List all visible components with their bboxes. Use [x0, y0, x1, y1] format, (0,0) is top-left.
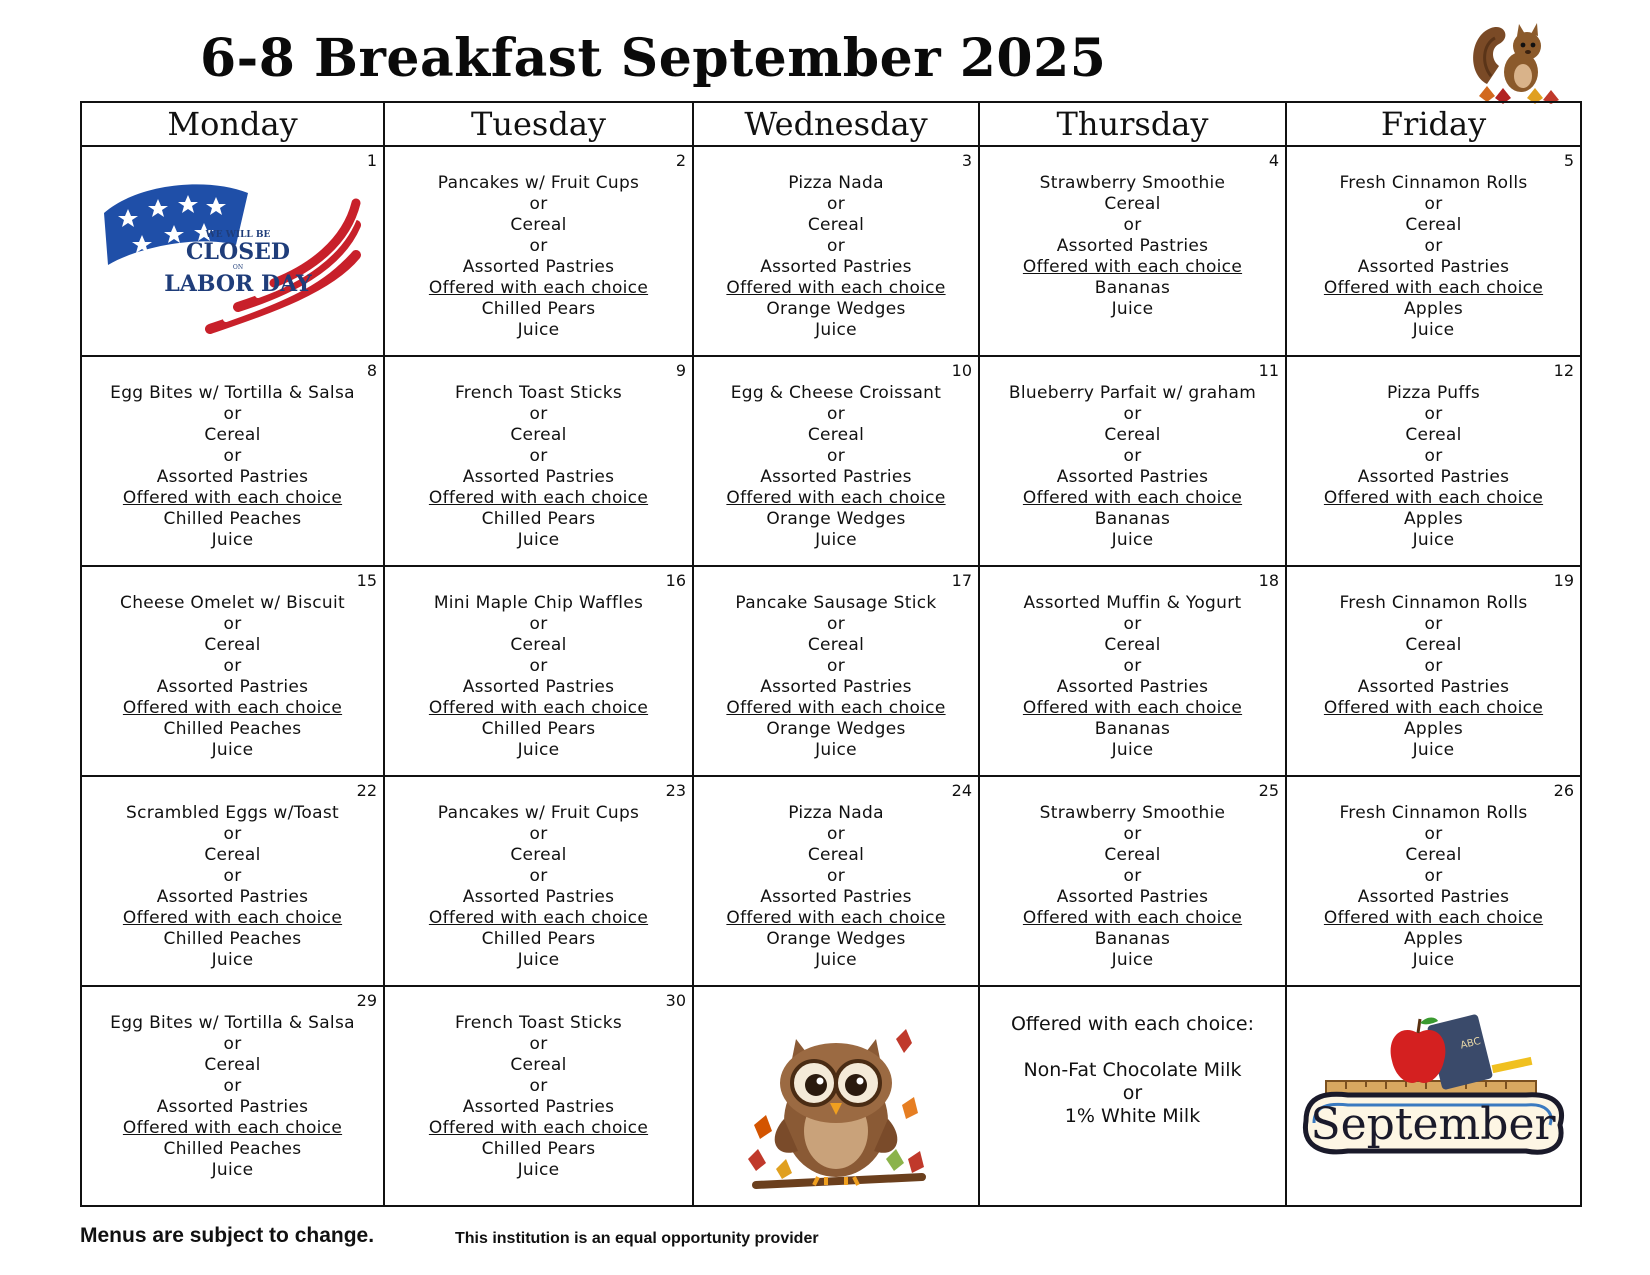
menu-item: Chilled Pears	[481, 719, 596, 739]
menu-or-separator: or	[529, 866, 548, 886]
day-cell	[979, 356, 1286, 566]
menu-item: Juice	[517, 1160, 560, 1180]
menu-or-separator: or	[1424, 194, 1443, 214]
menu-or-separator: or	[1123, 656, 1142, 676]
menu-or-separator: or	[223, 614, 242, 634]
day-number: 3	[961, 151, 972, 170]
menu-item: Assorted Pastries	[156, 887, 309, 907]
menu-item: Cereal	[807, 215, 865, 235]
day-number: 10	[951, 361, 972, 380]
offered-with-each-choice-label: Offered with each choice	[1022, 698, 1243, 718]
menu-item: Assorted Pastries	[156, 677, 309, 697]
day-cell	[1286, 356, 1581, 566]
week-row	[81, 566, 1581, 776]
menu-item: Pancakes w/ Fruit Cups	[437, 803, 640, 823]
menu-item: Juice	[211, 530, 254, 550]
menu-item: Juice	[1412, 320, 1455, 340]
menu-item: Juice	[1111, 299, 1154, 319]
menu-item: Assorted Pastries	[462, 257, 615, 277]
menu-item: Chilled Peaches	[163, 1139, 302, 1159]
menu-or-separator: or	[223, 404, 242, 424]
menu-item: Apples	[1403, 299, 1464, 319]
day-cell	[1286, 566, 1581, 776]
menu-item: Chilled Pears	[481, 929, 596, 949]
day-cell	[384, 986, 693, 1206]
menu-list	[1287, 147, 1580, 341]
offered-with-each-choice-label: Offered with each choice	[122, 908, 343, 928]
milk-option: 1% White Milk	[1064, 1105, 1201, 1127]
menu-item: Assorted Pastries	[1056, 887, 1209, 907]
menu-list	[1287, 357, 1580, 551]
offered-with-each-choice-label: Offered with each choice	[122, 488, 343, 508]
offered-with-each-choice-label: Offered with each choice	[428, 908, 649, 928]
menu-item: Bananas	[1094, 509, 1171, 529]
menu-item: Chilled Peaches	[163, 929, 302, 949]
menu-item: Juice	[1111, 950, 1154, 970]
day-cell	[693, 776, 979, 986]
menu-item: Cereal	[510, 215, 567, 235]
day-number: 23	[665, 781, 686, 800]
menu-or-separator: or	[827, 824, 845, 844]
offered-with-each-choice-label: Offered with each choice	[1323, 488, 1544, 508]
day-cell	[979, 146, 1286, 356]
menu-or-separator: or	[529, 1076, 548, 1096]
menu-item: Cereal	[1405, 215, 1462, 235]
milk-note-heading: Offered with each choice:	[1010, 1013, 1255, 1035]
menu-disclaimer: Menus are subject to change.	[80, 1224, 375, 1247]
day-cell	[81, 986, 384, 1206]
day-cell	[384, 356, 693, 566]
menu-list	[1287, 567, 1580, 761]
menu-or-separator: or	[223, 446, 242, 466]
menu-item: Juice	[517, 950, 560, 970]
menu-or-separator: or	[529, 824, 548, 844]
menu-item: Cereal	[807, 845, 865, 865]
menu-item: Apples	[1403, 929, 1464, 949]
labor-day-text-line: WE WILL BE	[205, 230, 270, 240]
menu-item: Cereal	[204, 845, 261, 865]
menu-or-separator: or	[1424, 824, 1443, 844]
day-number: 26	[1553, 781, 1574, 800]
menu-list	[82, 777, 383, 971]
menu-item: Cereal	[204, 425, 261, 445]
menu-or-separator: or	[529, 236, 548, 256]
weekday-header: Friday	[1286, 102, 1581, 146]
offered-with-each-choice-label: Offered with each choice	[1022, 488, 1243, 508]
september-banner-text: September	[1309, 1099, 1556, 1150]
day-number: 12	[1553, 361, 1574, 380]
day-number: 30	[665, 991, 686, 1010]
offered-with-each-choice-label: Offered with each choice	[428, 698, 649, 718]
weekday-header: Thursday	[979, 102, 1286, 146]
menu-item: Assorted Pastries	[156, 467, 309, 487]
offered-with-each-choice-label: Offered with each choice	[726, 698, 946, 718]
menu-item: Cereal	[510, 1055, 567, 1075]
menu-item: Cereal	[1405, 845, 1462, 865]
menu-or-separator: or	[529, 1034, 548, 1054]
week-row	[81, 776, 1581, 986]
menu-item: Fresh Cinnamon Rolls	[1339, 173, 1528, 193]
menu-item: Chilled Pears	[481, 299, 596, 319]
menu-item: Cereal	[510, 635, 567, 655]
menu-item: Bananas	[1094, 929, 1171, 949]
menu-item: Fresh Cinnamon Rolls	[1339, 593, 1528, 613]
menu-item: Assorted Pastries	[462, 467, 615, 487]
menu-item: Assorted Pastries	[760, 677, 912, 697]
menu-item: French Toast Sticks	[454, 1013, 623, 1033]
milk-option: Non-Fat Chocolate Milk	[1023, 1059, 1242, 1081]
menu-item: Orange Wedges	[766, 299, 906, 319]
day-cell	[693, 356, 979, 566]
day-number: 29	[356, 991, 377, 1010]
menu-item: Orange Wedges	[766, 929, 906, 949]
menu-or-separator: or	[827, 236, 845, 256]
day-number: 11	[1258, 361, 1279, 380]
menu-item: Cereal	[1405, 635, 1462, 655]
squirrel-icon	[1465, 14, 1565, 104]
menu-or-separator: or	[1123, 614, 1142, 634]
day-number: 4	[1268, 151, 1279, 170]
day-number: 9	[675, 361, 686, 380]
owl-icon	[736, 1009, 936, 1201]
menu-or-separator: or	[529, 614, 548, 634]
menu-item: French Toast Sticks	[454, 383, 623, 403]
american-flag-icon	[98, 169, 368, 339]
menu-item: Cereal	[204, 1055, 261, 1075]
day-cell	[384, 146, 693, 356]
menu-or-separator: or	[1122, 1082, 1143, 1104]
menu-calendar	[80, 101, 1582, 1207]
menu-item: Assorted Pastries	[1056, 677, 1209, 697]
menu-item: Assorted Pastries	[760, 887, 912, 907]
menu-list	[385, 777, 692, 971]
day-cell	[384, 776, 693, 986]
day-number: 18	[1258, 571, 1279, 590]
weekday-header-row	[81, 102, 1581, 146]
menu-list	[82, 357, 383, 551]
menu-list	[694, 567, 978, 761]
day-cell	[979, 776, 1286, 986]
menu-item: Cereal	[1405, 425, 1462, 445]
menu-or-separator: or	[1424, 656, 1443, 676]
offered-with-each-choice-label: Offered with each choice	[428, 488, 649, 508]
day-number: 1	[366, 151, 377, 170]
day-cell	[81, 146, 384, 356]
menu-item: Cereal	[1104, 845, 1161, 865]
day-number: 8	[366, 361, 377, 380]
equal-opportunity-statement: This institution is an equal opportunity provider	[455, 1230, 819, 1247]
menu-or-separator: or	[1123, 866, 1142, 886]
menu-item: Assorted Muffin & Yogurt	[1023, 593, 1242, 613]
menu-item: Assorted Pastries	[462, 887, 615, 907]
september-banner-icon	[1296, 1009, 1572, 1161]
menu-item: Juice	[1412, 950, 1455, 970]
menu-item: Juice	[1412, 530, 1455, 550]
menu-or-separator: or	[529, 194, 548, 214]
day-number: 24	[951, 781, 972, 800]
week-row	[81, 986, 1581, 1206]
labor-day-title-text: LABOR DAY	[163, 271, 312, 297]
day-number: 15	[356, 571, 377, 590]
menu-or-separator: or	[827, 656, 845, 676]
menu-item: Cereal	[510, 845, 567, 865]
menu-or-separator: or	[827, 404, 845, 424]
day-cell	[1286, 986, 1581, 1206]
offered-with-each-choice-label: Offered with each choice	[122, 1118, 343, 1138]
menu-item: Juice	[211, 950, 254, 970]
day-number: 5	[1563, 151, 1574, 170]
menu-item: Bananas	[1094, 719, 1171, 739]
day-number: 2	[675, 151, 686, 170]
labor-day-closed-text: CLOSED	[185, 239, 290, 265]
menu-list	[385, 987, 692, 1181]
day-cell	[1286, 776, 1581, 986]
offered-with-each-choice-label: Offered with each choice	[726, 488, 946, 508]
offered-with-each-choice-label: Offered with each choice	[428, 278, 649, 298]
menu-list	[385, 147, 692, 341]
menu-item: Juice	[211, 740, 254, 760]
menu-or-separator: or	[827, 446, 845, 466]
menu-list	[980, 567, 1285, 761]
menu-item: Assorted Pastries	[1357, 887, 1510, 907]
menu-or-separator: or	[1123, 404, 1142, 424]
menu-or-separator: or	[1424, 614, 1443, 634]
book-label: ABC	[1458, 1035, 1482, 1052]
menu-item: Chilled Pears	[481, 509, 596, 529]
menu-or-separator: or	[223, 824, 242, 844]
day-number: 25	[1258, 781, 1279, 800]
menu-list	[980, 357, 1285, 551]
menu-or-separator: or	[529, 446, 548, 466]
menu-item: Juice	[1111, 740, 1154, 760]
weekday-header: Monday	[81, 102, 384, 146]
menu-item: Chilled Peaches	[163, 509, 302, 529]
menu-list	[694, 147, 978, 341]
day-number: 16	[665, 571, 686, 590]
day-cell	[1286, 146, 1581, 356]
menu-item: Assorted Pastries	[1357, 677, 1510, 697]
menu-item: Cheese Omelet w/ Biscuit	[120, 593, 345, 613]
menu-item: Scrambled Eggs w/Toast	[126, 803, 339, 823]
day-number: 19	[1553, 571, 1574, 590]
day-cell	[979, 566, 1286, 776]
menu-item: Apples	[1403, 509, 1464, 529]
menu-item: Chilled Pears	[481, 1139, 596, 1159]
menu-item: Assorted Pastries	[462, 677, 615, 697]
day-cell	[693, 986, 979, 1206]
menu-or-separator: or	[827, 194, 845, 214]
menu-item: Pizza Puffs	[1386, 383, 1481, 403]
offered-with-each-choice-label: Offered with each choice	[1323, 278, 1544, 298]
menu-item: Assorted Pastries	[1056, 236, 1209, 256]
menu-item: Pancake Sausage Stick	[735, 593, 937, 613]
menu-item: Juice	[815, 740, 857, 760]
week-row	[81, 356, 1581, 566]
menu-or-separator: or	[1123, 215, 1142, 235]
menu-list	[980, 147, 1285, 320]
page-title: 6-8 Breakfast September 2025	[200, 28, 1107, 89]
menu-or-separator: or	[223, 656, 242, 676]
menu-list	[980, 777, 1285, 971]
offered-with-each-choice-label: Offered with each choice	[122, 698, 343, 718]
menu-item: Strawberry Smoothie	[1039, 173, 1226, 193]
offered-with-each-choice-label: Offered with each choice	[1323, 908, 1544, 928]
menu-item: Juice	[1111, 530, 1154, 550]
menu-list	[82, 567, 383, 761]
menu-item: Cereal	[204, 635, 261, 655]
milk-choice-note	[980, 987, 1285, 1128]
menu-item: Assorted Pastries	[760, 467, 912, 487]
menu-or-separator: or	[1424, 866, 1443, 886]
day-cell	[81, 566, 384, 776]
offered-with-each-choice-label: Offered with each choice	[726, 278, 946, 298]
menu-item: Cereal	[1104, 635, 1161, 655]
menu-or-separator: or	[827, 614, 845, 634]
menu-item: Assorted Pastries	[1056, 467, 1209, 487]
menu-item: Mini Maple Chip Waffles	[433, 593, 644, 613]
menu-or-separator: or	[223, 1076, 242, 1096]
menu-item: Cereal	[1104, 425, 1161, 445]
menu-list	[1287, 777, 1580, 971]
day-cell	[384, 566, 693, 776]
menu-item: Cereal	[510, 425, 567, 445]
menu-item: Fresh Cinnamon Rolls	[1339, 803, 1528, 823]
menu-or-separator: or	[1424, 236, 1443, 256]
weekday-header: Tuesday	[384, 102, 693, 146]
menu-item: Egg Bites w/ Tortilla & Salsa	[110, 1013, 355, 1033]
menu-list	[694, 357, 978, 551]
day-number: 17	[951, 571, 972, 590]
menu-item: Juice	[517, 530, 560, 550]
menu-item: Pizza Nada	[788, 173, 884, 193]
menu-item: Juice	[815, 320, 857, 340]
menu-item: Juice	[517, 320, 560, 340]
week-row	[81, 146, 1581, 356]
menu-item: Juice	[1412, 740, 1455, 760]
weekday-header: Wednesday	[693, 102, 979, 146]
menu-item: Egg Bites w/ Tortilla & Salsa	[110, 383, 355, 403]
day-cell	[693, 146, 979, 356]
offered-with-each-choice-label: Offered with each choice	[1022, 908, 1243, 928]
menu-or-separator: or	[223, 866, 242, 886]
menu-item: Bananas	[1094, 278, 1171, 298]
menu-item: Chilled Peaches	[163, 719, 302, 739]
menu-or-separator: or	[1123, 824, 1142, 844]
menu-item: Assorted Pastries	[760, 257, 912, 277]
menu-item: Juice	[815, 530, 857, 550]
day-cell	[693, 566, 979, 776]
menu-item: Pizza Nada	[788, 803, 884, 823]
labor-day-text-line: ON	[232, 264, 243, 271]
menu-or-separator: or	[827, 866, 845, 886]
offered-with-each-choice-label: Offered with each choice	[428, 1118, 649, 1138]
menu-list	[385, 567, 692, 761]
menu-or-separator: or	[529, 656, 548, 676]
menu-item: Cereal	[1104, 194, 1161, 214]
menu-item: Strawberry Smoothie	[1039, 803, 1226, 823]
menu-item: Apples	[1403, 719, 1464, 739]
menu-item: Juice	[517, 740, 560, 760]
menu-list	[385, 357, 692, 551]
menu-or-separator: or	[529, 404, 548, 424]
menu-item: Blueberry Parfait w/ graham	[1008, 383, 1257, 403]
menu-item: Assorted Pastries	[462, 1097, 615, 1117]
menu-item: Juice	[211, 1160, 254, 1180]
offered-with-each-choice-label: Offered with each choice	[1022, 257, 1243, 277]
day-cell	[81, 356, 384, 566]
menu-or-separator: or	[1424, 446, 1443, 466]
menu-list	[694, 777, 978, 971]
menu-item: Juice	[815, 950, 857, 970]
menu-list	[82, 987, 383, 1181]
offered-with-each-choice-label: Offered with each choice	[1323, 698, 1544, 718]
offered-with-each-choice-label: Offered with each choice	[726, 908, 946, 928]
menu-item: Assorted Pastries	[156, 1097, 309, 1117]
menu-item: Assorted Pastries	[1357, 467, 1510, 487]
menu-item: Orange Wedges	[766, 509, 906, 529]
menu-or-separator: or	[1123, 446, 1142, 466]
menu-item: Pancakes w/ Fruit Cups	[437, 173, 640, 193]
menu-item: Orange Wedges	[766, 719, 906, 739]
day-number: 22	[356, 781, 377, 800]
menu-or-separator: or	[1424, 404, 1443, 424]
menu-item: Cereal	[807, 635, 865, 655]
day-cell	[979, 986, 1286, 1206]
day-cell	[81, 776, 384, 986]
menu-item: Egg & Cheese Croissant	[730, 383, 942, 403]
menu-item: Assorted Pastries	[1357, 257, 1510, 277]
menu-item: Cereal	[807, 425, 865, 445]
menu-or-separator: or	[223, 1034, 242, 1054]
